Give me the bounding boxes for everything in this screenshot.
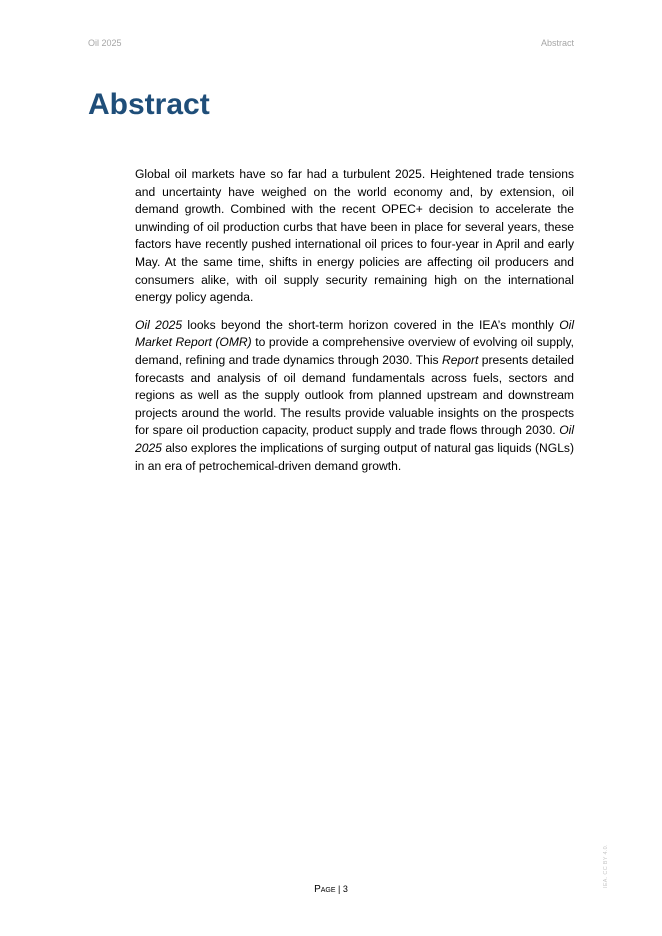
omr-title-italic: Oil Market Report (OMR): [135, 317, 574, 350]
text-span: presents detailed forecasts and analysis of oil demand fundamentals across fuels, sectors and regions as well as the supply outlook from planned upstream and downstream projects around the world. The results provide valuable insights on the prospects for spare oil production capacity, product supply and trade flows through 2030.: [135, 352, 575, 438]
page-title: Abstract: [88, 88, 210, 121]
page-number: 3: [342, 884, 348, 894]
report-title-italic: Oil 2025: [135, 317, 183, 332]
page-footer: [0, 884, 662, 895]
report-word-italic: Report: [442, 352, 479, 367]
running-header-section: Abstract: [540, 38, 574, 48]
text-span: looks beyond the short-term horizon covered in the IEA’s monthly: [182, 317, 560, 332]
abstract-body: [135, 166, 574, 485]
text-span: also explores the implications of surging output of natural gas liquids (NGLs) in an era of petrochemical-driven demand growth.: [135, 440, 574, 473]
text-span: Global oil markets have so far had a turbulent 2025. Heightened trade tensions and uncertainty have weighed on the world economy and, by extension, oil demand growth. Combined with the recent OPEC+ decision to accelerate the unwinding of oil production curbs that have been in place for several years, these factors have recently pushed international oil prices to four-year in April and early May. At the same time, shifts in energy policies are affecting oil producers and consumers alike, with oil supply security remaining high on the international energy policy agenda.: [135, 167, 574, 305]
report-title-italic: Oil 2025: [135, 423, 574, 455]
abstract-paragraph-1: [135, 166, 574, 307]
license-watermark: IEA. CC BY 4.0.: [603, 844, 609, 888]
page-label: Page: [314, 884, 336, 895]
text-span: to provide a comprehensive overview of evolving oil supply, demand, refining and trade dynamics through 2030. This: [135, 335, 574, 367]
running-header-title: Oil 2025: [88, 38, 122, 48]
abstract-paragraph-2: [135, 317, 574, 475]
page-separator: |: [335, 884, 343, 894]
